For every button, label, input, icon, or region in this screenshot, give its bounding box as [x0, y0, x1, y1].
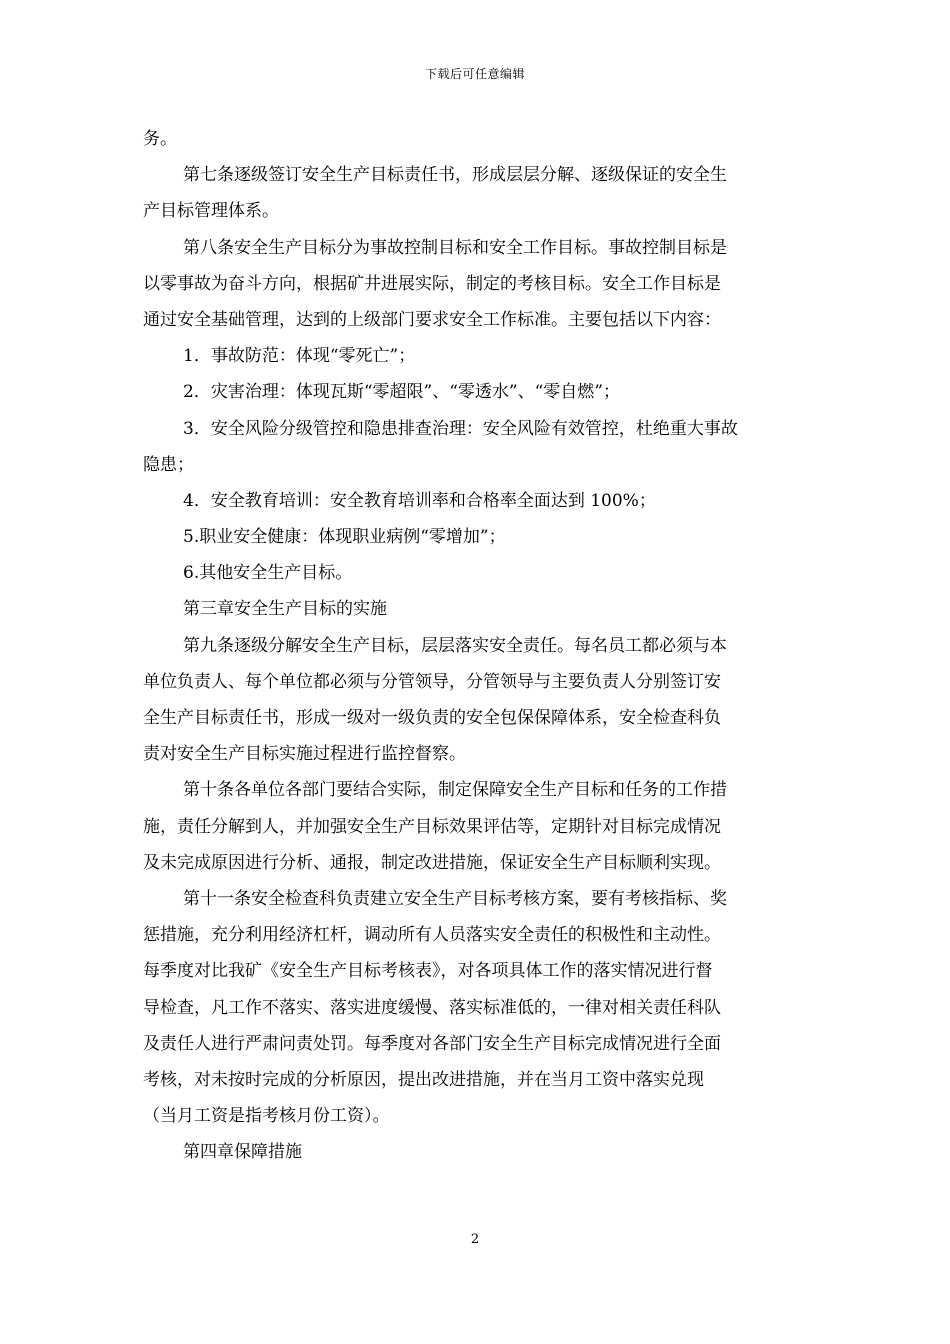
- text-line: 惩措施，充分利用经济杠杆，调动所有人员落实安全责任的积极性和主动性。: [143, 925, 721, 946]
- text-line: 务。: [143, 129, 177, 149]
- text-line: 第九条逐级分解安全生产目标，层层落实安全责任。每名员工都必须与本: [183, 635, 727, 656]
- text-line: 隐患；: [143, 454, 194, 475]
- text-line: 及责任人进行严肃问责处罚。每季度对各部门安全生产目标完成情况进行全面: [143, 1033, 721, 1054]
- text-line: 每季度对比我矿《安全生产目标考核表》，对各项具体工作的落实情况进行督: [143, 961, 713, 982]
- text-line: 及未完成原因进行分析、通报，制定改进措施，保证安全生产目标顺利实现。: [143, 852, 721, 873]
- text-line: 第十一条安全检查科负责建立安全生产目标考核方案，要有考核指标、奖: [183, 888, 727, 909]
- text-line: （当月工资是指考核月份工资）。: [143, 1106, 390, 1127]
- text-line: 2．灾害治理：体现瓦斯“零超限”、“零透水”、“零自燃”；: [183, 382, 620, 403]
- text-line: 通过安全基础管理，达到的上级部门要求安全工作标准。主要包括以下内容：: [143, 309, 721, 330]
- text-line: 导检查，凡工作不落实、落实进度缓慢、落实标准低的，一律对相关责任科队: [143, 997, 721, 1018]
- text-line: 第四章保障措施: [183, 1142, 302, 1163]
- text-line: 第八条安全生产目标分为事故控制目标和安全工作目标。事故控制目标是: [183, 237, 727, 258]
- text-line: 以零事故为奋斗方向，根据矿井进展实际，制定的考核目标。安全工作目标是: [143, 273, 721, 294]
- text-line: 3．安全风险分级管控和隐患排查治理：安全风险有效管控，杜绝重大事故: [183, 418, 738, 439]
- text-line: 第十条各单位各部门要结合实际，制定保障安全生产目标和任务的工作措: [183, 780, 727, 801]
- text-line: 考核，对未按时完成的分析原因，提出改进措施，并在当月工资中落实兑现: [143, 1069, 704, 1090]
- page-number: 2: [470, 1232, 480, 1247]
- text-line: 全生产目标责任书，形成一级对一级负责的安全包保保障体系，安全检查科负: [143, 708, 721, 728]
- text-line: 第三章安全生产目标的实施: [183, 599, 387, 620]
- text-line: 单位负责人、每个单位都必须与分管领导，分管领导与主要负责人分别签订安: [143, 671, 721, 692]
- text-line: 5.职业安全健康：体现职业病例“零增加”；: [183, 527, 506, 548]
- document-body: [143, 121, 808, 1170]
- text-line: 责对安全生产目标实施过程进行监控督察。: [143, 744, 466, 765]
- text-line: 1．事故防范：体现“零死亡”；: [183, 346, 416, 367]
- text-line: 第七条逐级签订安全生产目标责任书，形成层层分解、逐级保证的安全生: [183, 165, 727, 186]
- text-line: 6.其他安全生产目标。: [183, 563, 353, 584]
- page-header: 下载后可任意编辑: [424, 67, 525, 81]
- text-line: 4．安全教育培训：安全教育培训率和合格率全面达到 100%；: [183, 490, 656, 511]
- text-line: 施，责任分解到人，并加强安全生产目标效果评估等，定期针对目标完成情况: [143, 816, 721, 837]
- text-line: 产目标管理体系。: [143, 201, 279, 222]
